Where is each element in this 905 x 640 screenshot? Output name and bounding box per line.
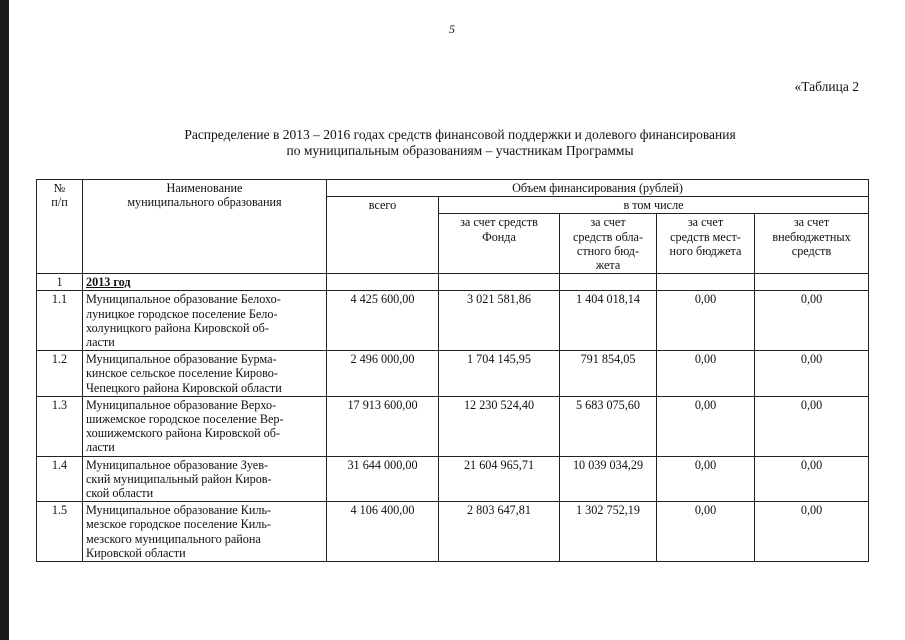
financing-table <box>36 179 869 562</box>
row-total: 31 644 000,00 <box>327 456 439 502</box>
header-extra <box>755 214 869 274</box>
header-num-text: № п/п <box>51 181 68 210</box>
header-fund <box>439 214 560 274</box>
header-name-text: Наименование муниципального образования <box>127 181 282 210</box>
row-total: 2 496 000,00 <box>327 351 439 397</box>
header-regional <box>560 214 657 274</box>
header-num <box>37 180 83 274</box>
row-name: Муниципальное образование Киль- мезское городское поселение Киль- мезского муниципального района Кировской области <box>83 502 327 562</box>
title-line-2: по муниципальным образованиям – участникам Программы <box>286 143 634 158</box>
section-row <box>37 274 869 291</box>
row-local: 0,00 <box>657 351 755 397</box>
data-rows <box>37 291 869 562</box>
row-extra: 0,00 <box>755 291 869 351</box>
row-name: Муниципальное образование Бурма- кинское сельское поселение Кирово- Чепецкого района Кировской области <box>83 351 327 397</box>
row-name: Муниципальное образование Зуев- ский муниципальный район Киров- ской области <box>83 456 327 502</box>
header-name <box>83 180 327 274</box>
row-name: Муниципальное образование Белохо- луницкое городское поселение Бело- холуницкого района Кировской об- ласти <box>83 291 327 351</box>
header-total: всего <box>327 197 439 274</box>
row-regional: 10 039 034,29 <box>560 456 657 502</box>
section-num: 1 <box>37 274 83 291</box>
row-local: 0,00 <box>657 502 755 562</box>
page-number: 5 <box>449 22 455 36</box>
row-total: 4 425 600,00 <box>327 291 439 351</box>
row-fund: 21 604 965,71 <box>439 456 560 502</box>
empty-cell <box>560 274 657 291</box>
row-local: 0,00 <box>657 396 755 456</box>
row-total: 4 106 400,00 <box>327 502 439 562</box>
row-fund: 12 230 524,40 <box>439 396 560 456</box>
header-local <box>657 214 755 274</box>
row-extra: 0,00 <box>755 351 869 397</box>
table-row <box>37 502 869 562</box>
row-number: 1.3 <box>37 396 83 456</box>
row-number: 1.1 <box>37 291 83 351</box>
row-number: 1.2 <box>37 351 83 397</box>
row-extra: 0,00 <box>755 456 869 502</box>
section-label: 2013 год <box>86 275 131 290</box>
row-local: 0,00 <box>657 291 755 351</box>
header-local-text: за счет средств мест- ного бюджета <box>669 215 742 258</box>
row-extra: 0,00 <box>755 502 869 562</box>
header-regional-text: за счет средств обла- стного бюд- жета <box>572 215 644 273</box>
header-fund-text: за счет средств Фонда <box>460 215 538 244</box>
empty-cell <box>755 274 869 291</box>
table-row <box>37 396 869 456</box>
empty-cell <box>439 274 560 291</box>
row-fund: 3 021 581,86 <box>439 291 560 351</box>
section-label-cell <box>83 274 327 291</box>
row-name: Муниципальное образование Верхо- шижемское городское поселение Вер- хошижемского района Кировской об- ласти <box>83 396 327 456</box>
table-reference: «Таблица 2 <box>794 79 859 94</box>
row-local: 0,00 <box>657 456 755 502</box>
empty-cell <box>327 274 439 291</box>
row-number: 1.5 <box>37 502 83 562</box>
document-title <box>100 127 820 159</box>
table-row <box>37 351 869 397</box>
row-total: 17 913 600,00 <box>327 396 439 456</box>
row-regional: 791 854,05 <box>560 351 657 397</box>
header-volume: Объем финансирования (рублей) <box>327 180 869 197</box>
row-fund: 2 803 647,81 <box>439 502 560 562</box>
row-extra: 0,00 <box>755 396 869 456</box>
row-regional: 1 302 752,19 <box>560 502 657 562</box>
header-including: в том числе <box>439 197 869 214</box>
scan-edge <box>0 0 9 640</box>
row-regional: 1 404 018,14 <box>560 291 657 351</box>
header-row-1 <box>37 180 869 197</box>
empty-cell <box>657 274 755 291</box>
table-row <box>37 291 869 351</box>
row-regional: 5 683 075,60 <box>560 396 657 456</box>
row-fund: 1 704 145,95 <box>439 351 560 397</box>
row-number: 1.4 <box>37 456 83 502</box>
header-extra-text: за счет внебюджетных средств <box>772 215 851 258</box>
title-line-1: Распределение в 2013 – 2016 годах средств финансовой поддержки и долевого финансирования <box>184 127 736 142</box>
table-row <box>37 456 869 502</box>
